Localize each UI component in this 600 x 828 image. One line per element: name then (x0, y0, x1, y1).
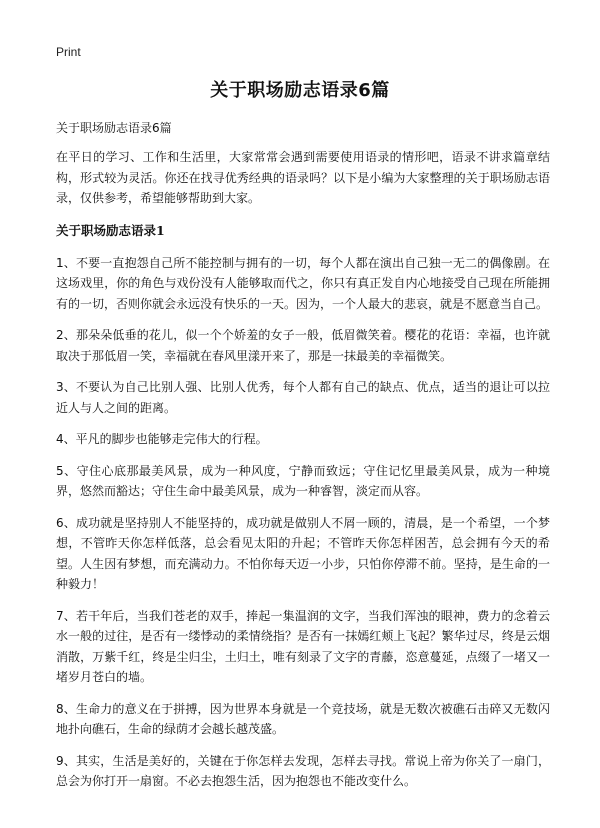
quote-item: 4、平凡的脚步也能够走完伟大的行程。 (56, 432, 268, 446)
quote-item: 7、若干年后，当我们苍老的双手，捧起一集温润的文字，当我们浑浊的眼神，费力的念着云水一般的过往，是否有一缕悸动的柔情绕指？是否有一抹嫣红颊上飞起？繁华过尽，终是云烟消散，万紫千红，终是尘归尘，土归土，唯有刻录了文字的青藤，恣意蔓延，点缀了一堵又一堵岁月苍白的墙。 (56, 608, 550, 684)
quote-item: 2、那朵朵低垂的花儿，似一个个娇羞的女子一般，低眉微笑着。樱花的花语：幸福，也许就取决于那低眉一笑，幸福就在春风里漾开来了，那是一抹最美的幸福微笑。 (56, 328, 550, 363)
document-subtitle: 关于职场励志语录6篇 (56, 121, 172, 135)
intro-paragraph: 在平日的学习、工作和生活里，大家常常会遇到需要使用语录的情形吧，语录不讲求篇章结构，形式较为灵活。你还在找寻优秀经典的语录吗？以下是小编为大家整理的关于职场励志语录，仅供参考，希望能够帮助到大家。 (56, 150, 550, 205)
section-heading: 关于职场励志语录1 (56, 222, 165, 238)
quote-item: 9、其实，生活是美好的，关键在于你怎样去发现，怎样去寻找。常说上帝为你关了一扇门，总会为你打开一扇窗。不必去抱怨生活，因为抱怨也不能改变什么。 (56, 753, 550, 788)
quote-item: 1、不要一直抱怨自己所不能控制与拥有的一切，每个人都在演出自己独一无二的偶像剧。在这场戏里，你的角色与戏份没有人能够取而代之，你只有真正发自内心地接受自己现在所能拥有的一切，否则你就会永远没有快乐的一天。因为，一个人最大的悲哀，就是不愿意当自己。 (56, 255, 550, 311)
quote-item: 3、不要认为自己比别人强、比别人优秀，每个人都有自己的缺点、优点，适当的退让可以拉近人与人之间的距离。 (56, 380, 550, 415)
print-link[interactable]: Print (56, 45, 81, 59)
quote-item: 6、成功就是坚持别人不能坚持的，成功就是做别人不屑一顾的，清晨，是一个希望，一个梦想，不管昨天你怎样低落，总会看见太阳的升起；不管昨天你怎样困苦，总会拥有今天的希望。人生因有梦想，而充满动力。不怕你每天迈一小步，只怕你停滞不前。坚持，是生命的一种毅力！ (56, 515, 550, 591)
quote-item: 5、守住心底那最美风景，成为一种风度，宁静而致远；守住记忆里最美风景，成为一种境界，悠然而豁达；守住生命中最美风景，成为一种睿智，淡定而从容。 (56, 463, 550, 498)
document-body (56, 118, 550, 803)
document-title: 关于职场励志语录6篇 (210, 80, 390, 101)
quote-item: 8、生命力的意义在于拼搏，因为世界本身就是一个竞技场，就是无数次被礁石击碎又无数闪地扑向礁石，生命的绿荫才会越长越茂盛。 (56, 701, 550, 736)
